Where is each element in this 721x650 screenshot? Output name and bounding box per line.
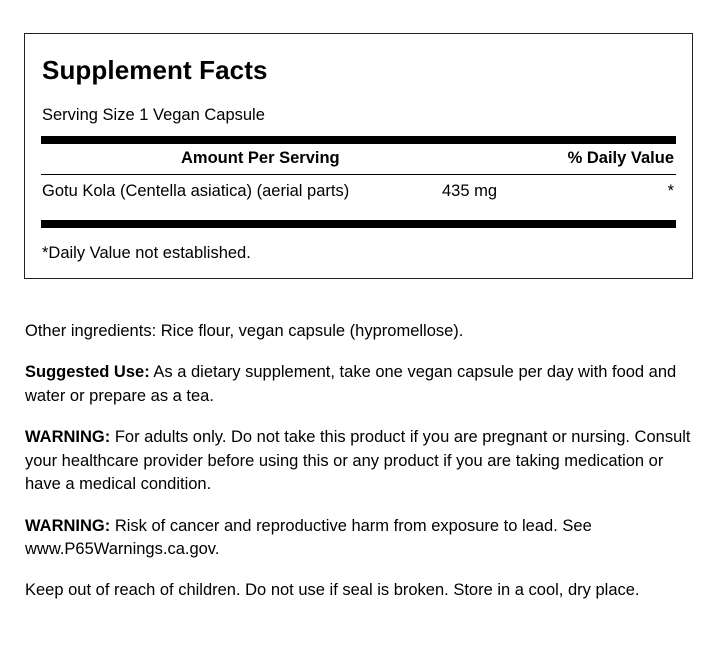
- nutrient-amount: 435 mg: [442, 182, 498, 201]
- column-header-daily-value: % Daily Value: [567, 149, 674, 168]
- supplement-facts-panel: [24, 33, 693, 279]
- other-ingredients-paragraph: Other ingredients: Rice flour, vegan capsule (hypromellose).: [25, 322, 464, 340]
- panel-rule-top: [41, 136, 676, 144]
- warning-pregnancy-text: For adults only. Do not take this product if you are pregnant or nursing. Consult your healthcare provider before using this or any product if you are taking medication or have a medical condition.: [25, 428, 691, 494]
- warning-pregnancy-label: WARNING:: [25, 428, 111, 447]
- table-row: [41, 175, 676, 209]
- nutrient-name: Gotu Kola (Centella asiatica) (aerial parts): [42, 182, 350, 201]
- warning-prop65-label: WARNING:: [25, 516, 111, 535]
- warning-prop65-text: Risk of cancer and reproductive harm from exposure to lead. See www.P65Warnings.ca.gov.: [25, 516, 592, 558]
- suggested-use-paragraph: [25, 361, 695, 408]
- serving-size-text: Serving Size 1 Vegan Capsule: [42, 105, 265, 124]
- suggested-use-label: Suggested Use:: [25, 363, 150, 382]
- column-header-amount-per-serving: Amount Per Serving: [181, 149, 340, 168]
- supplement-facts-title: Supplement Facts: [42, 55, 268, 85]
- daily-value-footnote: *Daily Value not established.: [42, 244, 251, 263]
- storage-paragraph: Keep out of reach of children. Do not use if seal is broken. Store in a cool, dry place.: [25, 581, 640, 600]
- panel-rule-bottom: [41, 220, 676, 228]
- suggested-use-text: As a dietary supplement, take one vegan capsule per day with food and water or prepare as a tea.: [25, 363, 677, 405]
- warning-pregnancy-paragraph: [25, 426, 695, 496]
- warning-prop65-paragraph: [25, 515, 695, 562]
- facts-column-header-row: [41, 144, 676, 174]
- nutrient-daily-value: *: [667, 182, 674, 201]
- label-body-copy: [25, 320, 695, 603]
